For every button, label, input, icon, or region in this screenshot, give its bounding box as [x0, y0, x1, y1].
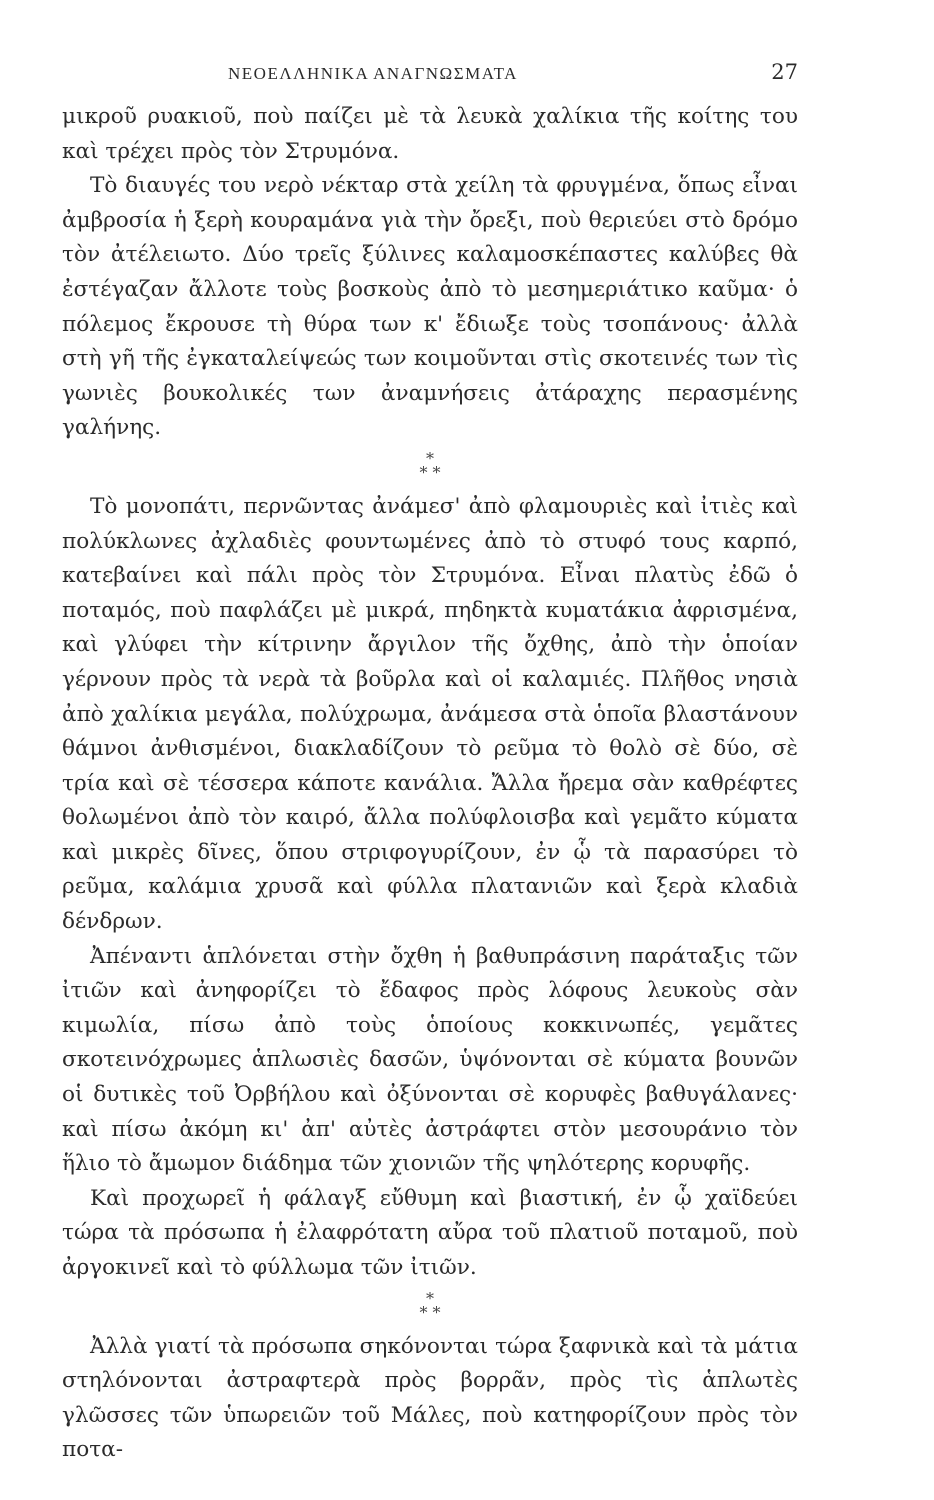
- paragraph: Τὸ μονοπάτι, περνῶντας ἀνάμεσ' ἀπὸ φλαμουριὲς καὶ ἰτιὲς καὶ πολύκλωνες ἀχλαδιὲς φουντωμένες ἀπὸ τὸ στυφό τους καρπό, κατεβαίνει καὶ πάλι πρὸς τὸν Στρυμόνα. Εἶναι πλατὺς ἐδῶ ὁ ποταμός, ποὺ παφλάζει μὲ μικρά, πηδηκτὰ κυματάκια ἀφρισμένα, καὶ γλύφει τὴν κίτρινην ἄργιλον τῆς ὄχθης, ἀπὸ τὴν ὁποίαν γέρνουν πρὸς τὰ νερὰ τὰ βοῦρλα καὶ οἱ καλαμιές. Πλῆθος νησιὰ ἀπὸ χαλίκια μεγάλα, πολύχρωμα, ἀνάμεσα στὰ ὁποῖα βλαστάνουν θάμνοι ἀνθισμένοι, διακλαδίζουν τὸ ρεῦμα τὸ θολὸ σὲ δύο, σὲ τρία καὶ σὲ τέσσερα κάποτε κανάλια. Ἄλλα ἤρεμα σὰν καθρέφτες θολωμένοι ἀπὸ τὸν καιρό, ἄλλα πολύφλοισβα καὶ γεμᾶτο κύματα καὶ μικρὲς δῖνες, ὅπου στριφογυρίζουν, ἐν ᾧ τὰ παρασύρει τὸ ρεῦμα, καλάμια χρυσᾶ καὶ φύλλα πλατανιῶν καὶ ξερὰ κλαδιὰ δένδρων.: [62, 493, 798, 935]
- paragraph: Τὸ διαυγές του νερὸ νέκταρ στὰ χείλη τὰ φρυγμένα, ὅπως εἶναι ἀμβροσία ἡ ξερὴ κουραμάνα γιὰ τὴν ὄρεξι, ποὺ θεριεύει στὸ δρόμο τὸν ἀτέλειωτο. Δύο τρεῖς ξύλινες καλαμοσκέπαστες καλύβες θὰ ἐστέγαζαν ἄλλοτε τοὺς βοσκοὺς ἀπὸ τὸ μεσημεριάτικο καῦμα· ὁ πόλεμος ἔκρουσε τὴ θύρα των κ' ἔδιωξε τοὺς τσοπάνους· ἀλλὰ στὴ γῆ τῆς ἐγκαταλείψεώς των κοιμοῦνται στὶς σκοτεινές των τὶς γωνιὲς βουκολικές των ἀναμνήσεις ἀτάραχης περασμένης γαλήνης.: [62, 173, 798, 441]
- section-divider: [62, 1288, 798, 1322]
- section-2: [62, 490, 798, 1286]
- asterism-bottom: * *: [419, 1302, 441, 1322]
- running-title: ΝΕΟΕΛΛΗΝΙΚΑ ΑΝΑΓΝΩΣΜΑΤΑ: [228, 64, 518, 83]
- section-divider: [62, 448, 798, 482]
- asterism-bottom: * *: [419, 462, 441, 482]
- running-header: [62, 56, 798, 96]
- asterism-top: *: [426, 1288, 434, 1308]
- asterism-top: *: [426, 448, 434, 468]
- paragraph: Ἀπέναντι ἁπλόνεται στὴν ὄχθη ἡ βαθυπράσινη παράταξις τῶν ἰτιῶν καὶ ἀνηφορίζει τὸ ἔδαφος πρὸς λόφους λευκοὺς σὰν κιμωλία, πίσω ἀπὸ τοὺς ὁποίους κοκκινωπές, γεμᾶτες σκοτεινόχρωμες ἁπλωσιὲς δασῶν, ὑψόνονται σὲ κύματα βουνῶν οἱ δυτικὲς τοῦ Ὀρβήλου καὶ ὀξύνονται σὲ κορυφὲς βαθυγάλανες· καὶ πίσω ἀκόμη κι' ἀπ' αὐτὲς ἀστράφτει στὸν μεσουράνιο τὸν ἥλιο τὸ ἄμωμον διάδημα τῶν χιονιῶν τῆς ψηλότερης κορυφῆς.: [62, 943, 798, 1177]
- paragraph: Καὶ προχωρεῖ ἡ φάλαγξ εὔθυμη καὶ βιαστική, ἐν ᾧ χαϊδεύει τώρα τὰ πρόσωπα ἡ ἐλαφρότατη αὔρα τοῦ πλατιοῦ ποταμοῦ, ποὺ ἀργοκινεῖ καὶ τὸ φύλλωμα τῶν ἰτιῶν.: [62, 1185, 798, 1280]
- section-3: [62, 1330, 798, 1468]
- book-page: [62, 56, 798, 1468]
- paragraph: Ἀλλὰ γιατί τὰ πρόσωπα σηκόνονται τώρα ξαφνικὰ καὶ τὰ μάτια στηλόνονται ἀστραφτερὰ πρὸς βορρᾶν, πρὸς τὶς ἁπλωτὲς γλῶσσες τῶν ὑπωρειῶν τοῦ Μάλες, ποὺ κατηφορίζουν πρὸς τὸν ποτα-: [62, 1333, 798, 1463]
- paragraph: μικροῦ ρυακιοῦ, ποὺ παίζει μὲ τὰ λευκὰ χαλίκια τῆς κοίτης του καὶ τρέχει πρὸς τὸν Στρυμόνα.: [62, 104, 798, 164]
- page-number: 27: [771, 60, 798, 84]
- section-1: [62, 100, 798, 446]
